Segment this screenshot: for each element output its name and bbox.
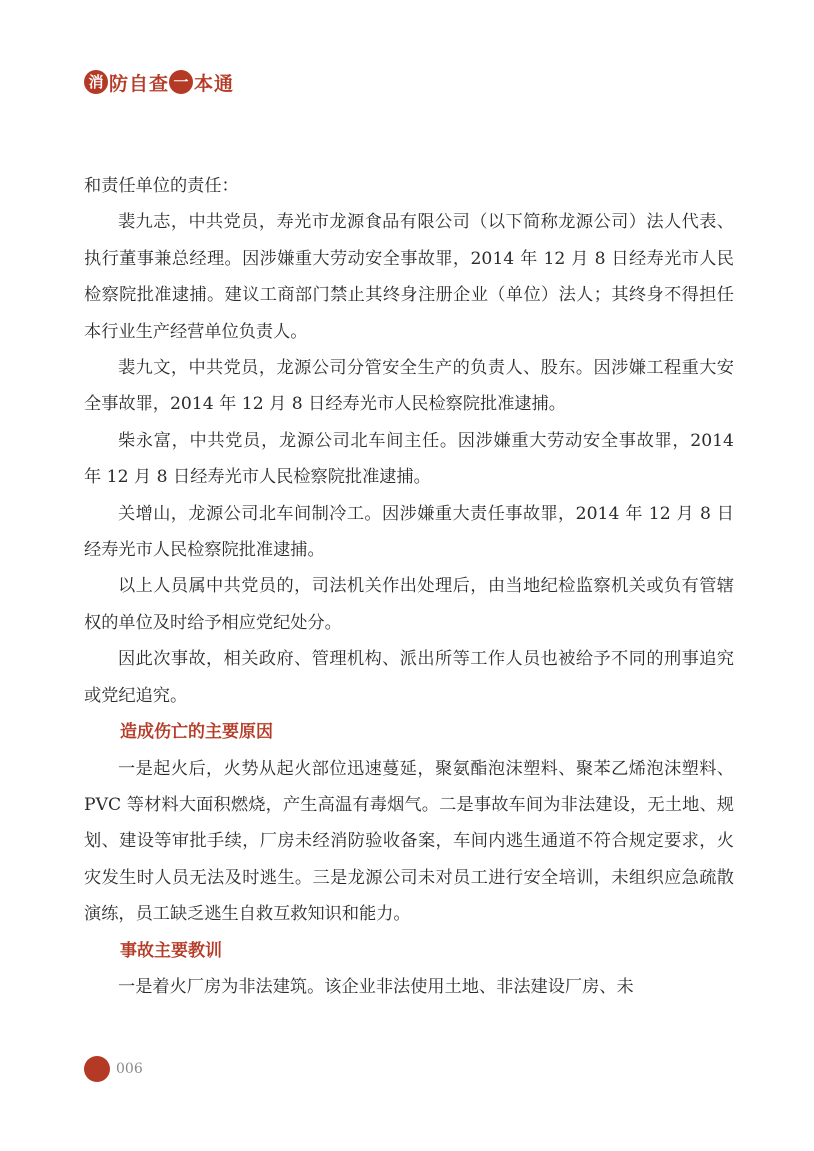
paragraph: 因此次事故，相关政府、管理机构、派出所等工作人员也被给予不同的刑事追究或党纪追究。 <box>84 649 734 706</box>
page-marker-icon <box>84 1056 110 1082</box>
section-heading: 造成伤亡的主要原因 <box>120 722 273 743</box>
paragraph: 一是起火后，火势从起火部位迅速蔓延，聚氨酯泡沫塑料、聚苯乙烯泡沫塑料、PVC 等材料大面积燃烧，产生高温有毒烟气。二是事故车间为非法建设，无土地、规划、建设等审批手续，厂房未经消防验收备案，车间内逃生通道不符合规定要求，火灾发生时人员无法及时逃生。三是龙源公司未对员工进行安全培训，未组织应急疏散演练，员工缺乏逃生自救互救知识和能力。 <box>84 758 734 925</box>
paragraph: 柴永富，中共党员，龙源公司北车间主任。因涉嫌重大劳动安全事故罪，2014 年 12 月 8 日经寿光市人民检察院批准逮捕。 <box>84 430 734 488</box>
paragraph: 关增山，龙源公司北车间制冷工。因涉嫌重大责任事故罪，2014 年 12 月 8 日经寿光市人民检察院批准逮捕。 <box>84 503 734 561</box>
paragraph: 裴九文，中共党员，龙源公司分管安全生产的负责人、股东。因涉嫌工程重大安全事故罪，2014 年 12 月 8 日经寿光市人民检察院批准逮捕。 <box>84 358 734 415</box>
book-header <box>84 68 234 96</box>
section-heading: 事故主要教训 <box>120 940 222 961</box>
paragraph: 和责任单位的责任： <box>84 176 239 196</box>
paragraph: 裴九志，中共党员，寿光市龙源食品有限公司（以下简称龙源公司）法人代表、执行董事兼总经理。因涉嫌重大劳动安全事故罪，2014 年 12 月 8 日经寿光市人民检察院批准逮捕。建议工商部门禁止其终身注册企业（单位）法人；其终身不得担任本行业生产经营单位负责人。 <box>84 212 734 342</box>
page-content <box>84 168 734 1005</box>
page-number: 006 <box>116 1061 143 1077</box>
logo-disc: 消 <box>84 70 108 94</box>
paragraph: 以上人员属中共党员的，司法机关作出处理后，由当地纪检监察机关或负有管辖权的单位及时给予相应党纪处分。 <box>84 576 734 633</box>
logo-text-1: 防自查 <box>109 72 170 95</box>
logo-disc: 一 <box>169 70 193 94</box>
paragraph: 一是着火厂房为非法建筑。该企业非法使用土地、非法建设厂房、未 <box>118 976 634 997</box>
logo-text-2: 本通 <box>194 72 235 95</box>
page-footer <box>84 1056 143 1082</box>
